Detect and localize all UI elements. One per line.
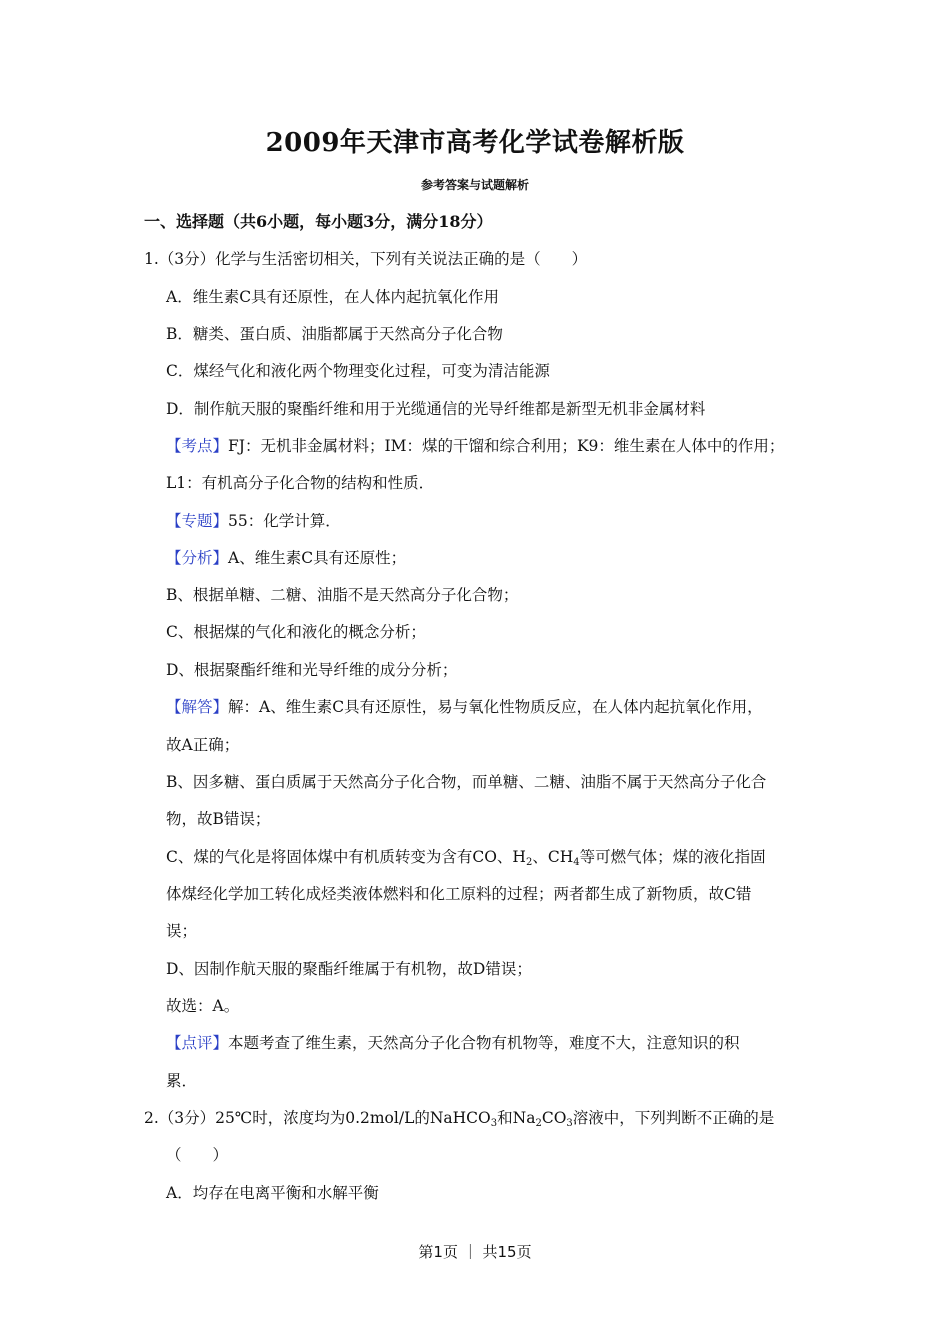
jieda-5-part-c: 、CH	[532, 848, 574, 866]
dianping-tag: 【点评】	[166, 1034, 229, 1052]
kaodian-tag: 【考点】	[166, 437, 229, 455]
jieda-line-1	[166, 697, 816, 717]
zhuanti-text: 55：化学计算．	[228, 512, 341, 530]
jieda-line-3: B、因多糖、蛋白质属于天然高分子化合物，而单糖、二糖、油脂不属于天然高分子化合	[166, 773, 767, 791]
jieda-5-part-a: C、煤的气化是将固体煤中有机质转变为含有CO、H	[166, 848, 526, 866]
jieda-line-9: 故选：A。	[166, 997, 240, 1015]
question-2-stem	[144, 1108, 794, 1128]
dianping-text-1: 本题考查了维生素，天然高分子化合物有机物等，难度不大，注意知识的积	[228, 1034, 740, 1052]
jieda-line-4: 物，故B错误；	[166, 810, 271, 828]
kaodian-text: FJ：无机非金属材料；IM：煤的干馏和综合利用；K9：维生素在人体中的作用；	[228, 437, 785, 455]
page-footer: 第1页 ｜ 共15页	[418, 1243, 532, 1261]
dianping-line-1	[166, 1033, 816, 1053]
jieda-line-2: 故A正确；	[166, 736, 240, 754]
kaodian-line-1	[166, 436, 816, 456]
jieda-line-7: 误；	[166, 922, 198, 940]
fenxi-line-1	[166, 548, 816, 568]
dianping-line-2: 累．	[166, 1072, 198, 1090]
co3-subscript: 3	[566, 1118, 573, 1129]
ch4-subscript: 4	[573, 857, 580, 868]
question-2-option-a: A．均存在电离平衡和水解平衡	[166, 1184, 379, 1202]
q2-stem-part-g: 溶液中，下列判断不正确的是	[572, 1109, 775, 1127]
q2-stem-part-a: 2.（3分）25℃时，浓度均为0.2mol/L的NaHCO	[144, 1109, 491, 1127]
q2-stem-part-c: 和Na	[497, 1109, 536, 1127]
section-heading: 一、选择题（共6小题，每小题3分，满分18分）	[144, 212, 493, 231]
jieda-line-5	[166, 847, 816, 867]
jieda-line-6: 体煤经化学加工转化成烃类液体燃料和化工原料的过程；两者都生成了新物质，故C错	[166, 885, 752, 903]
question-1-option-d: D．制作航天服的聚酯纤维和用于光缆通信的光导纤维都是新型无机非金属材料	[166, 400, 706, 418]
kaodian-line-2: L1：有机高分子化合物的结构和性质．	[166, 474, 435, 492]
question-2-stem-line-2: （ ）	[166, 1146, 229, 1164]
na2-subscript: 2	[535, 1118, 542, 1129]
q2-stem-part-e: CO	[541, 1109, 567, 1127]
fenxi-line-2: B、根据单糖、二糖、油脂不是天然高分子化合物；	[166, 586, 519, 604]
fenxi-tag: 【分析】	[166, 549, 229, 567]
zhuanti-tag: 【专题】	[166, 512, 229, 530]
question-1-stem: 1.（3分）化学与生活密切相关，下列有关说法正确的是（ ）	[144, 250, 588, 268]
question-1-option-b: B．糖类、蛋白质、油脂都属于天然高分子化合物	[166, 325, 503, 343]
jieda-line-8: D、因制作航天服的聚酯纤维属于有机物，故D错误；	[166, 960, 532, 978]
jieda-5-part-e: 等可燃气体；煤的液化指固	[579, 848, 766, 866]
fenxi-line-3: C、根据煤的气化和液化的概念分析；	[166, 623, 426, 641]
fenxi-text-1: A、维生素C具有还原性；	[228, 549, 407, 567]
page-subtitle: 参考答案与试题解析	[420, 178, 529, 192]
nahco3-subscript: 3	[490, 1118, 498, 1129]
zhuanti-line	[166, 511, 816, 531]
jieda-tag: 【解答】	[166, 698, 229, 716]
page-title: 2009年天津市高考化学试卷解析版	[265, 128, 685, 158]
question-1-option-a: A．维生素C具有还原性，在人体内起抗氧化作用	[166, 288, 500, 306]
question-1-option-c: C．煤经气化和液化两个物理变化过程，可变为清洁能源	[166, 362, 550, 380]
jieda-text-1: 解：A、维生素C具有还原性，易与氧化性物质反应，在人体内起抗氧化作用，	[228, 698, 763, 716]
fenxi-line-4: D、根据聚酯纤维和光导纤维的成分分析；	[166, 661, 458, 679]
h2-subscript: 2	[525, 857, 533, 868]
